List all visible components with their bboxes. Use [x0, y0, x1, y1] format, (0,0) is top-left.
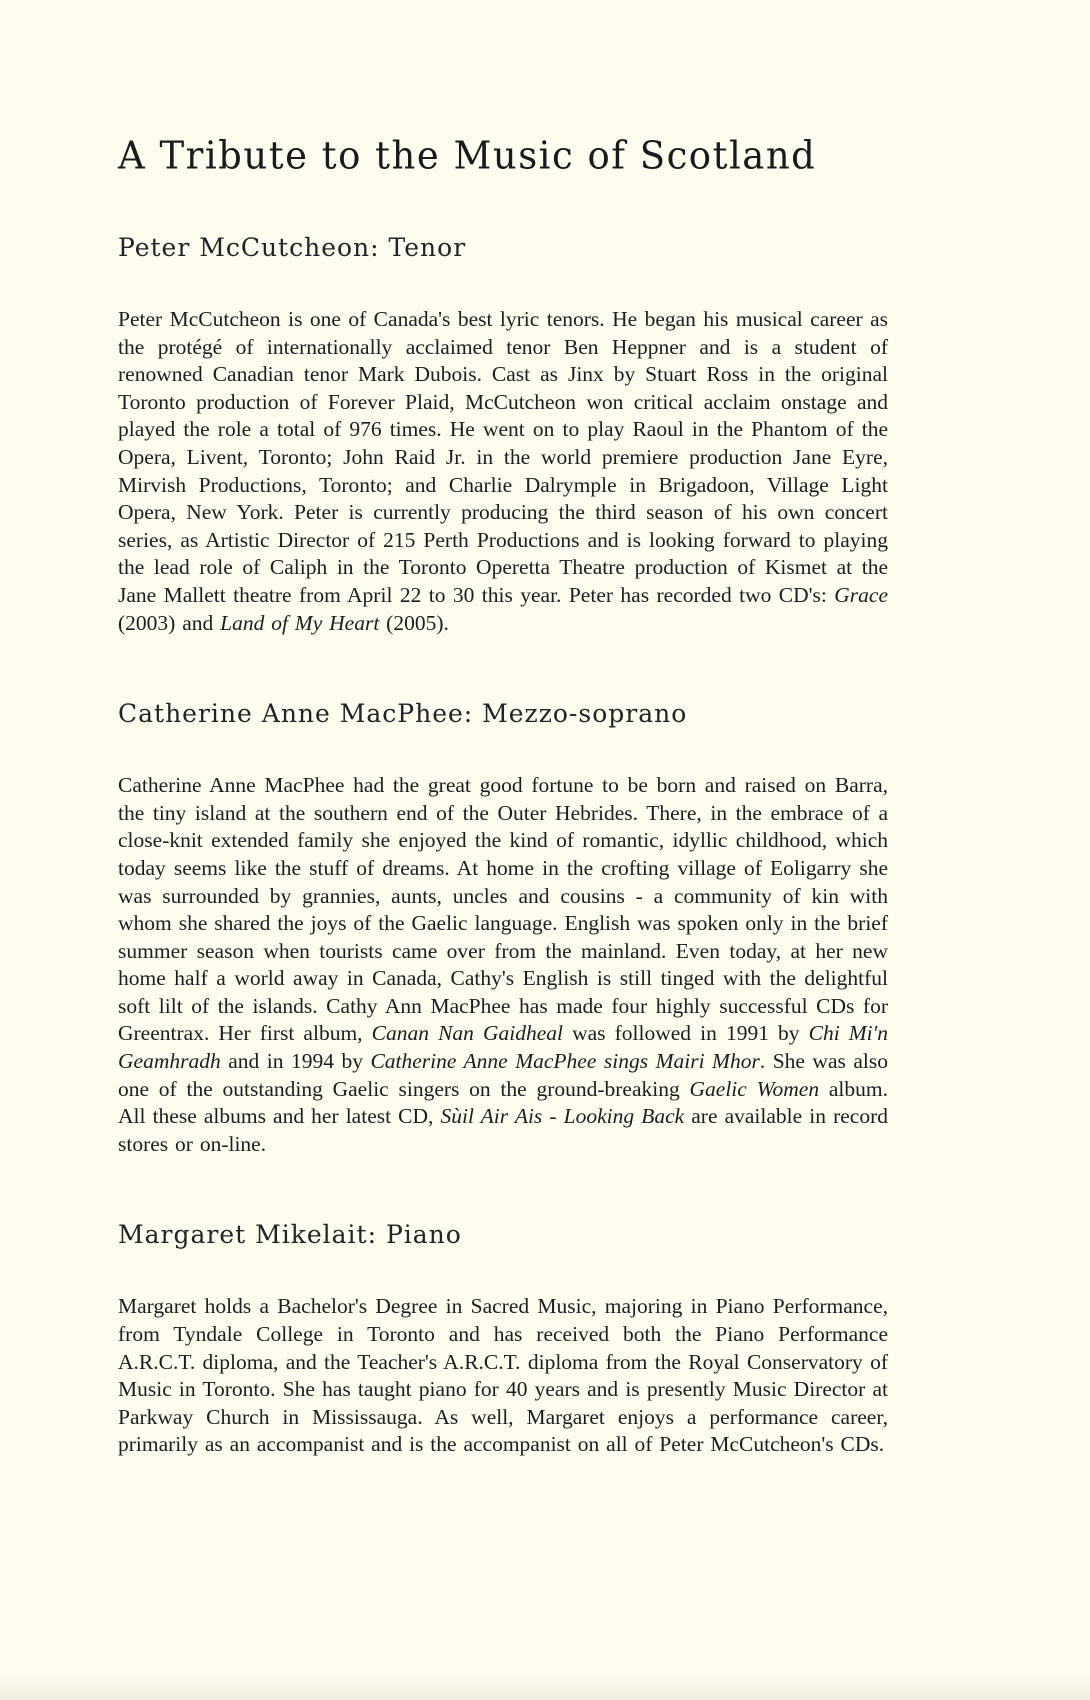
bio-paragraph-peter-mccutcheon: Peter McCutcheon is one of Canada's best lyric tenors. He began his musical career as the protégé of internationally acclaimed tenor Ben Heppner and is a student of renowned Canadian tenor Mark Dubois. Cast as Jinx by Stuart Ross in the original Toronto production of Forever Plaid, McCutcheon won critical acclaim onstage and played the role a total of 976 times. He went on to play Raoul in the Phantom of the Opera, Livent, Toronto; John Raid Jr. in the world premiere production Jane Eyre, Mirvish Productions, Toronto; and Charlie Dalrymple in Brigadoon, Village Light Opera, New York. Peter is currently producing the third season of his own concert series, as Artistic Director of 215 Perth Productions and is looking forward to playing the lead role of Caliph in the Toronto Operetta Theatre production of Kismet at the Jane Mallett theatre from April 22 to 30 this year. Peter has recorded two CD's: Grace (2003) and Land of My Heart (2005). — [118, 307, 888, 635]
section-heading-margaret-mikelait: Margaret Mikelait: Piano — [118, 1220, 462, 1250]
page-title: A Tribute to the Music of Scotland — [118, 133, 817, 178]
section-heading-catherine-macphee: Catherine Anne MacPhee: Mezzo-soprano — [118, 699, 688, 729]
section-margaret-mikelait — [118, 1158, 888, 1459]
section-heading-peter-mccutcheon: Peter McCutcheon: Tenor — [118, 233, 467, 262]
section-peter-mccutcheon — [118, 171, 888, 637]
section-catherine-macphee — [118, 637, 888, 1158]
bio-paragraph-catherine-macphee: Catherine Anne MacPhee had the great good fortune to be born and raised on Barra, the tiny island at the southern end of the Outer Hebrides. There, in the embrace of a close-knit extended family she enjoyed the kind of romantic, idyllic childhood, which today seems like the stuff of dreams. At home in the crofting village of Eoligarry she was surrounded by grannies, aunts, uncles and cousins - a community of kin with whom she shared the joys of the Gaelic language. English was spoken only in the brief summer season when tourists came over from the mainland. Even today, at her new home half a world away in Canada, Cathy's English is still tinged with the delightful soft lilt of the islands. Cathy Ann MacPhee has made four highly successful CDs for Greentrax. Her first album, Canan Nan Gaidheal was followed in 1991 by Chi Mi'n Geamhradh and in 1994 by Catherine Anne MacPhee sings Mairi Mhor. She was also one of the outstanding Gaelic singers on the ground-breaking Gaelic Women album. All these albums and her latest CD, Sùil Air Ais - Looking Back are available in record stores or on-line. — [118, 773, 888, 1156]
bio-paragraph-margaret-mikelait: Margaret holds a Bachelor's Degree in Sacred Music, majoring in Piano Performance, from Tyndale College in Toronto and has received both the Piano Performance A.R.C.T. diploma, and the Teacher's A.R.C.T. diploma from the Royal Conservatory of Music in Toronto. She has taught piano for 40 years and is presently Music Director at Parkway Church in Mississauga. As well, Margaret enjoys a performance career, primarily as an accompanist and is the accompanist on all of Peter McCutcheon's CDs. — [118, 1294, 888, 1457]
